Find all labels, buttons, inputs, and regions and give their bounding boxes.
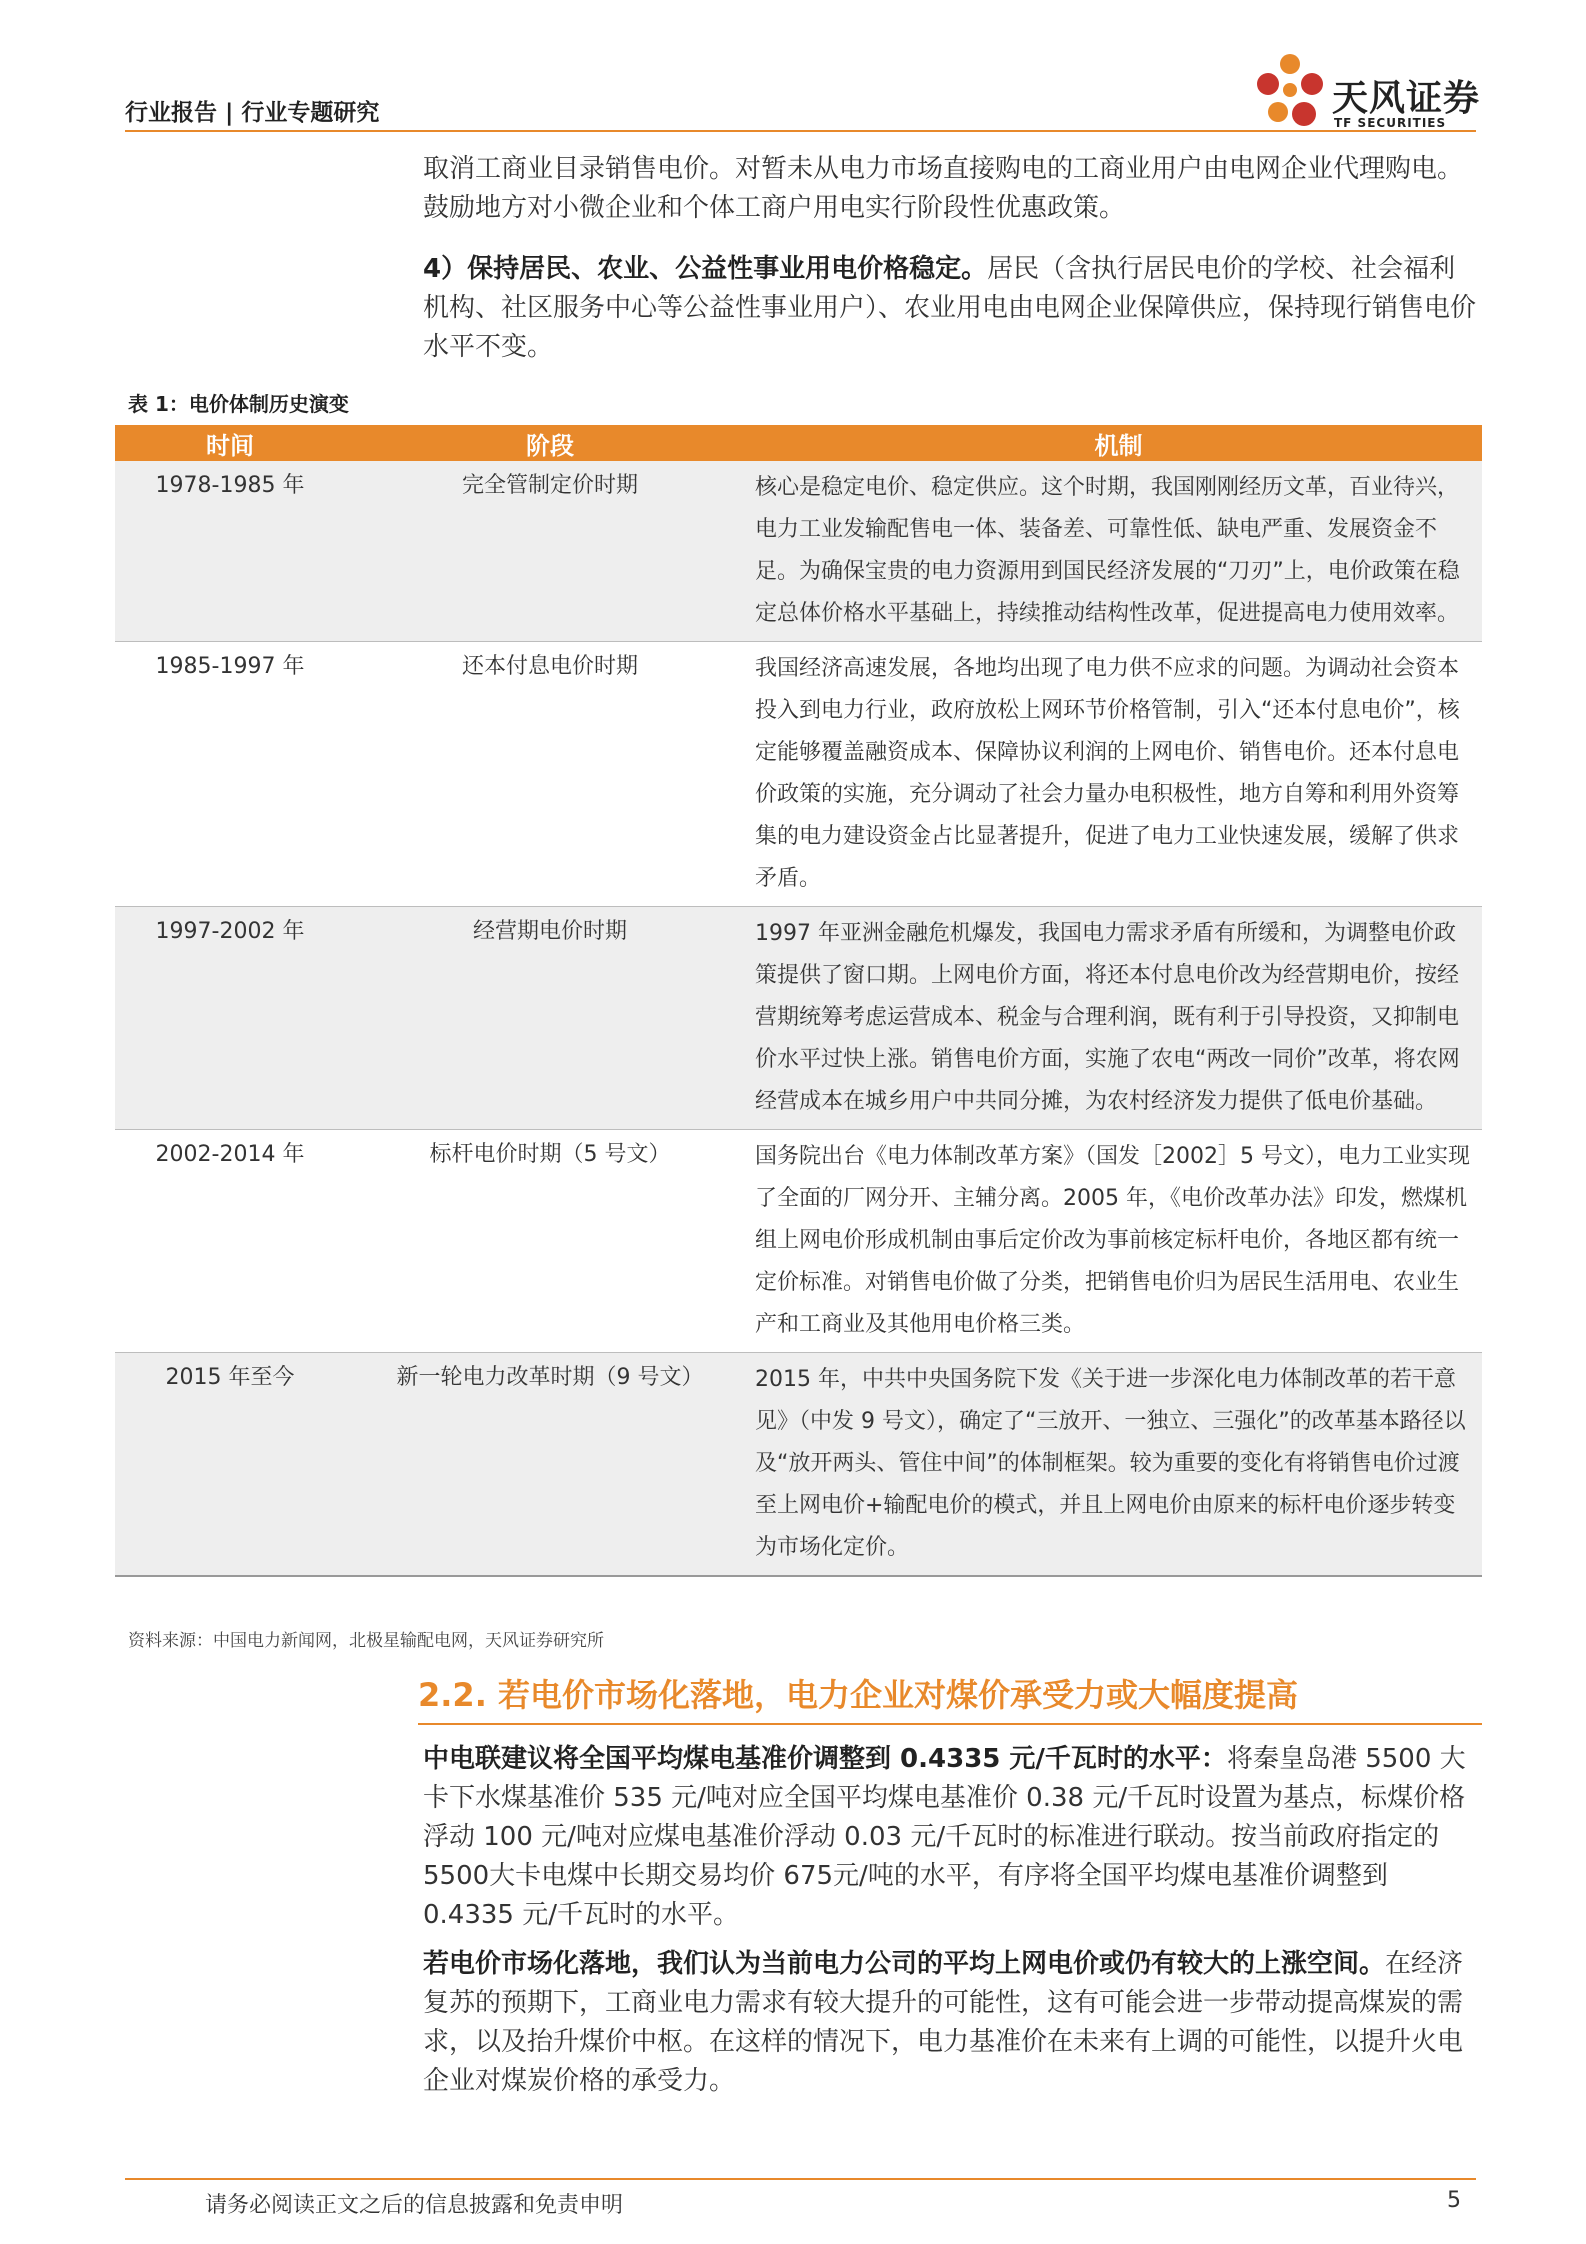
- paragraph-text: 在经济复苏的预期下，工商业电力需求有较大提升的可能性，这有可能会进一步带动提高煤炭的需求，以及抬升煤价中枢。在这样的情况下，电力基准价在未来有上调的可能性，以提升火电企业对煤炭价格的承受力。: [423, 1949, 1464, 2096]
- cell-mechanism: 我国经济高速发展，各地均出现了电力供不应求的问题。为调动社会资本投入到电力行业，政府放松上网环节价格管制，引入“还本付息电价”，核定能够覆盖融资成本、保障协议利润的上网电价、销售电价。还本付息电价政策的实施，充分调动了社会力量办电积极性，地方自筹和利用外资筹集的电力建设资金占比显著提升，促进了电力工业快速发展，缓解了供求矛盾。: [755, 642, 1482, 907]
- cell-stage: 完全管制定价时期: [345, 461, 755, 642]
- cell-stage: 还本付息电价时期: [345, 642, 755, 907]
- page-number: 5: [1447, 2188, 1461, 2213]
- footer-divider: [125, 2178, 1476, 2180]
- cell-stage: 经营期电价时期: [345, 907, 755, 1130]
- cell-stage: 新一轮电力改革时期（9 号文）: [345, 1353, 755, 1577]
- footer-disclaimer: 请务必阅读正文之后的信息披露和免责申明: [205, 2193, 624, 2218]
- logo-text-cn: 天风证券: [1332, 78, 1481, 119]
- table-row: [115, 907, 1482, 1130]
- cell-mechanism: 核心是稳定电价、稳定供应。这个时期，我国刚刚经历文革，百业待兴，电力工业发输配售电一体、装备差、可靠性低、缺电严重、发展资金不足。为确保宝贵的电力资源用到国民经济发展的“刀刃”上，电价政策在稳定总体价格水平基础上，持续推动结构性改革，促进提高电力使用效率。: [755, 461, 1482, 642]
- cell-stage: 标杆电价时期（5 号文）: [345, 1130, 755, 1353]
- section-heading: 2.2. 若电价市场化落地，电力企业对煤价承受力或大幅度提高: [418, 1676, 1298, 1714]
- table-caption: 表 1：电价体制历史演变: [128, 392, 349, 416]
- header-divider: [125, 130, 1476, 132]
- cell-time: 1985-1997 年: [115, 642, 345, 907]
- cell-time: 1978-1985 年: [115, 461, 345, 642]
- paragraph-residential-price: [423, 250, 1481, 367]
- paragraph-text: 将秦皇岛港 5500 大卡下水煤基准价 535 元/吨对应全国平均煤电基准价 0.38 元/千瓦时设置为基点，标煤价格浮动 100 元/吨对应煤电基准价浮动 0.03 元/千瓦时的标准进行联动。按当前政府指定的 5500大卡电煤中长期交易均价 675元/吨的水平，有序将全国平均煤电基准价调整到 0.4335 元/千瓦时的水平。: [423, 1744, 1466, 1930]
- paragraph-text: 取消工商业目录销售电价。对暂未从电力市场直接购电的工商业用户由电网企业代理购电。鼓励地方对小微企业和个体工商户用电实行阶段性优惠政策。: [423, 154, 1464, 223]
- logo-text-en: TF SECURITIES: [1334, 116, 1447, 130]
- table-row: [115, 642, 1482, 907]
- column-header-mechanism: 机制: [755, 425, 1482, 461]
- column-header-stage: 阶段: [345, 425, 755, 461]
- table-row: [115, 1353, 1482, 1577]
- cell-time: 2015 年至今: [115, 1353, 345, 1577]
- column-header-time: 时间: [115, 425, 345, 461]
- paragraph-cec-proposal: [423, 1740, 1481, 1935]
- cell-time: 2002-2014 年: [115, 1130, 345, 1353]
- paragraph-lead: 4）保持居民、农业、公益性事业用电价格稳定。: [423, 254, 988, 284]
- paragraph-market-outlook: [423, 1945, 1481, 2101]
- logo-flower-icon: [1250, 52, 1330, 138]
- paragraph-retail-price: [423, 150, 1481, 228]
- company-logo: [1250, 52, 1480, 142]
- price-history-table: [115, 425, 1482, 1577]
- cell-mechanism: 1997 年亚洲金融危机爆发，我国电力需求矛盾有所缓和，为调整电价政策提供了窗口期。上网电价方面，将还本付息电价改为经营期电价，按经营期统筹考虑运营成本、税金与合理利润，既有利于引导投资，又抑制电价水平过快上涨。销售电价方面，实施了农电“两改一同价”改革，将农网经营成本在城乡用户中共同分摊，为农村经济发力提供了低电价基础。: [755, 907, 1482, 1130]
- paragraph-lead: 若电价市场化落地，我们认为当前电力公司的平均上网电价或仍有较大的上涨空间。: [423, 1949, 1386, 1979]
- paragraph-lead: 中电联建议将全国平均煤电基准价调整到 0.4335 元/千瓦时的水平：: [423, 1744, 1227, 1774]
- report-category: 行业报告 | 行业专题研究: [125, 100, 380, 126]
- table-row: [115, 1130, 1482, 1353]
- cell-mechanism: 2015 年，中共中央国务院下发《关于进一步深化电力体制改革的若干意见》（中发 9 号文），确定了“三放开、一独立、三强化”的改革基本路径以及“放开两头、管住中间”的体制框架。较为重要的变化有将销售电价过渡至上网电价+输配电价的模式，并且上网电价由原来的标杆电价逐步转变为市场化定价。: [755, 1353, 1482, 1577]
- table-header-row: [115, 425, 1482, 461]
- table-source: 资料来源：中国电力新闻网，北极星输配电网，天风证券研究所: [128, 1631, 604, 1651]
- section-divider: [418, 1723, 1482, 1725]
- paragraph-text: 居民（含执行居民电价的学校、社会福利机构、社区服务中心等公益性事业用户）、农业用电由电网企业保障供应，保持现行销售电价水平不变。: [423, 254, 1477, 362]
- cell-time: 1997-2002 年: [115, 907, 345, 1130]
- table-row: [115, 461, 1482, 642]
- cell-mechanism: 国务院出台《电力体制改革方案》（国发［2002］5 号文），电力工业实现了全面的厂网分开、主辅分离。2005 年，《电价改革办法》印发，燃煤机组上网电价形成机制由事后定价改为事前核定标杆电价，各地区都有统一定价标准。对销售电价做了分类，把销售电价归为居民生活用电、农业生产和工商业及其他用电价格三类。: [755, 1130, 1482, 1353]
